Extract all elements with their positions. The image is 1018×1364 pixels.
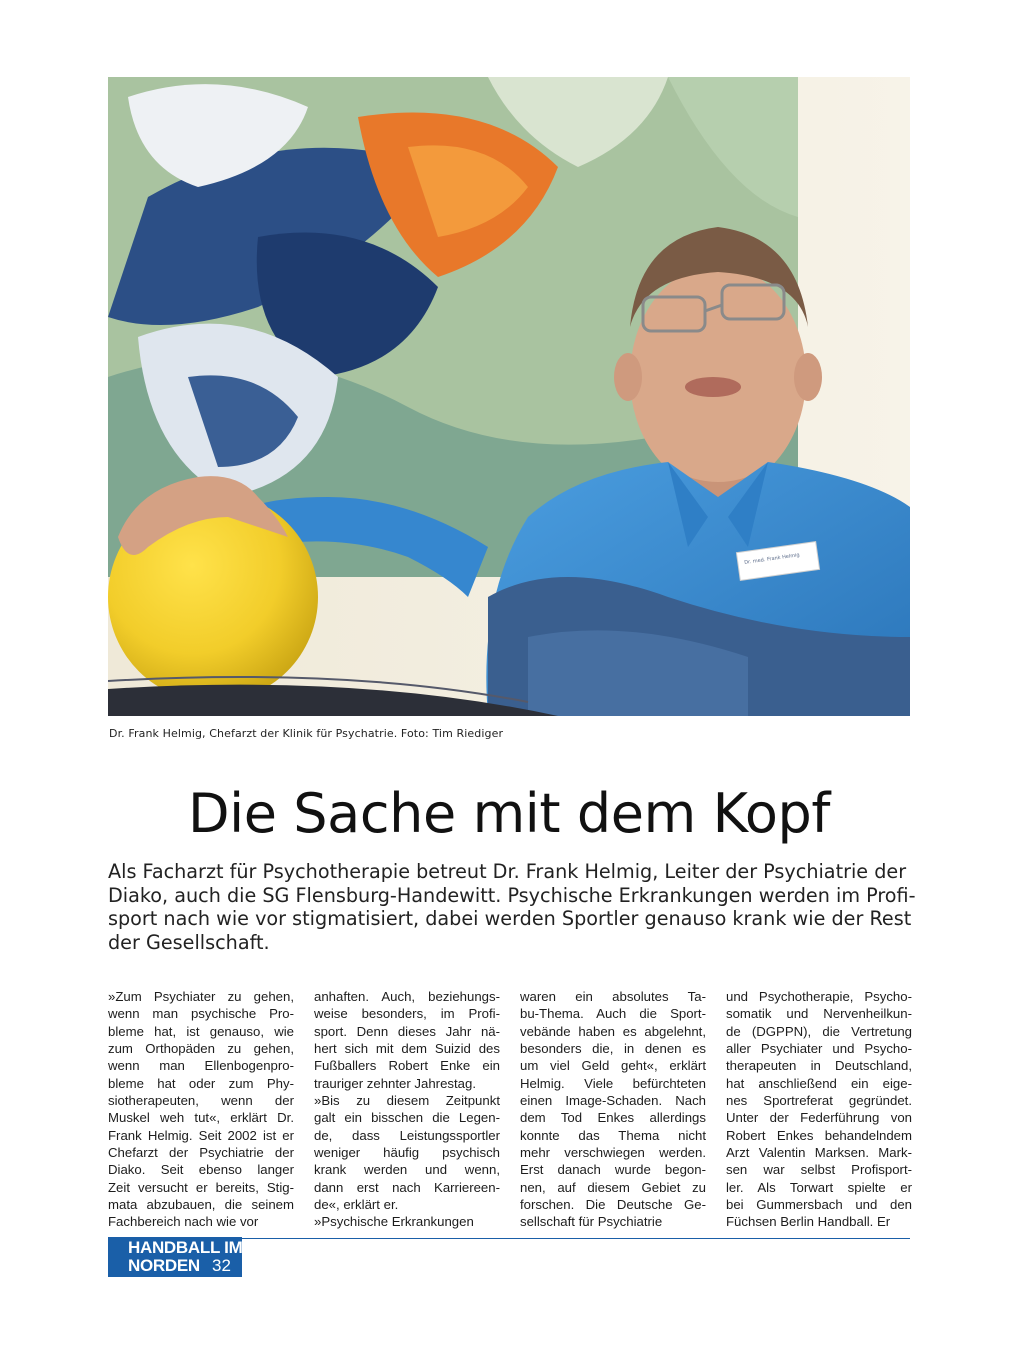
column-line: »Psychische Erkrankungen [314, 1214, 474, 1230]
brand-line-1: HANDBALL IM [128, 1238, 243, 1257]
column-line: wenn man Ellenbogenpro- [108, 1058, 294, 1074]
article-column-2 [314, 988, 500, 1231]
column-line: Erst danach wurde begon- [520, 1162, 706, 1178]
article-column-3 [520, 988, 706, 1231]
column-line: bu-Thema. Auch die Sport- [520, 1006, 706, 1022]
column-line: sellschaft für Psychiatrie [520, 1214, 663, 1230]
column-line: nes Sportreferat gegründet. [726, 1093, 912, 1109]
column-line: galt ein bisschen die Legen- [314, 1110, 500, 1126]
column-line: wenn man psychische Pro- [108, 1006, 294, 1022]
lead-line: Als Facharzt für Psychotherapie betreut Dr. Frank Helmig, Leiter der Psychiatrie der [108, 860, 907, 883]
column-line: dann erst nach Karriereen- [314, 1179, 500, 1195]
column-line: Arzt Valentin Marksen. Mark- [726, 1145, 912, 1161]
column-line: therapeuten in Deutschland, [726, 1058, 912, 1074]
column-line: weise besonders, im Profi- [314, 1006, 500, 1022]
column-line: Frank Helmig. Seit 2002 ist er [108, 1127, 294, 1143]
magazine-badge [108, 1237, 242, 1277]
column-line: weniger häufig psychisch [314, 1145, 500, 1161]
column-line: somatik und Nervenheilkun- [726, 1006, 912, 1022]
column-line: um viel Geld geht«, erklärt [520, 1058, 706, 1074]
column-line: bleme hat, ist genauso, wie [108, 1023, 294, 1039]
column-line: Fußballers Robert Enke ein [314, 1058, 500, 1074]
column-line: krank werden und wenn, [314, 1162, 500, 1178]
column-line: und Psychotherapie, Psycho- [726, 989, 912, 1004]
column-line: mata abzubauen, die seinem [108, 1197, 294, 1213]
column-line: siotherapeuten, wenn der [108, 1093, 294, 1109]
column-line: einen Image-Schaden. Nach [520, 1093, 706, 1109]
column-line: »Bis zu diesem Zeitpunkt [314, 1093, 500, 1109]
column-line: de (DGPPN), die Vertretung [726, 1023, 912, 1039]
column-line: de«, erklärt er. [314, 1197, 399, 1213]
column-line: sen war selbst Profisport- [726, 1162, 912, 1178]
column-line: konnte das Thema nicht [520, 1127, 706, 1143]
column-line: Helmig. Viele befürchteten [520, 1075, 706, 1091]
name-tag-text: Dr. med. Frank Helmig [743, 552, 801, 566]
column-line: sport. Denn dieses Jahr nä- [314, 1023, 500, 1039]
photo-caption: Dr. Frank Helmig, Chefarzt der Klinik für Psychatrie. Foto: Tim Riediger [109, 727, 504, 740]
column-line: bei Gummersbach und den [726, 1197, 912, 1213]
lead-line: Diako, auch die SG Flensburg-Handewitt. Psychische Erkrankungen werden im Profi- [108, 883, 916, 907]
column-line: besonders die, in denen es [520, 1041, 706, 1057]
column-line: zum Orthopäden zu gehen, [108, 1041, 294, 1057]
column-line: de, dass Leistungssportler [314, 1127, 500, 1143]
hero-photo [108, 77, 910, 716]
column-line: Diako. Seit ebenso langer [108, 1162, 294, 1178]
lead-paragraph [108, 860, 916, 954]
column-line: Füchsen Berlin Handball. Er [726, 1214, 891, 1230]
column-line: Chefarzt der Psychiatrie der [108, 1145, 294, 1161]
column-line: nen, auf diesem Gebiet zu [520, 1179, 706, 1195]
column-line: waren ein absolutes Ta- [520, 989, 706, 1004]
column-line: forschen. Die Deutsche Ge- [520, 1197, 706, 1213]
headline: Die Sache mit dem Kopf [187, 782, 831, 845]
lead-line: sport nach wie vor stigmatisiert, dabei werden Sportler genauso krank wie der Rest [108, 907, 912, 930]
page-number: 32 [212, 1256, 231, 1275]
article-column-1 [108, 988, 294, 1231]
portrait-illustration [108, 77, 910, 716]
column-line: ler. Als Torwart spielte er [726, 1179, 912, 1195]
column-line: aller Psychiater und Psycho- [726, 1041, 912, 1057]
column-line: »Zum Psychiater zu gehen, [108, 989, 294, 1004]
column-line: Fachbereich nach wie vor [108, 1214, 259, 1230]
column-line: trauriger zehnter Jahrestag. [314, 1075, 476, 1091]
column-line: bleme hat oder zum Phy- [108, 1075, 294, 1091]
lead-line: der Gesellschaft. [108, 930, 270, 954]
article-column-4 [726, 988, 912, 1231]
column-line: hert sich mit dem Suizid des [314, 1041, 500, 1057]
column-line: vebände haben es abgelehnt, [520, 1023, 706, 1039]
column-line: anhaften. Auch, beziehungs- [314, 989, 500, 1004]
brand-line-2: NORDEN [128, 1256, 200, 1275]
column-line: dem Tod Enkes allerdings [520, 1110, 706, 1126]
column-line: Robert Enkes behandelndem [726, 1127, 912, 1143]
column-line: mehr verschwiegen werden. [520, 1145, 706, 1161]
column-line: Muskel weh tut«, erklärt Dr. [108, 1110, 294, 1126]
column-line: hat anschließend ein eige- [726, 1075, 912, 1091]
column-line: Unter der Federführung von [726, 1110, 912, 1126]
column-line: Zeit versucht er bereits, Stig- [108, 1179, 294, 1195]
